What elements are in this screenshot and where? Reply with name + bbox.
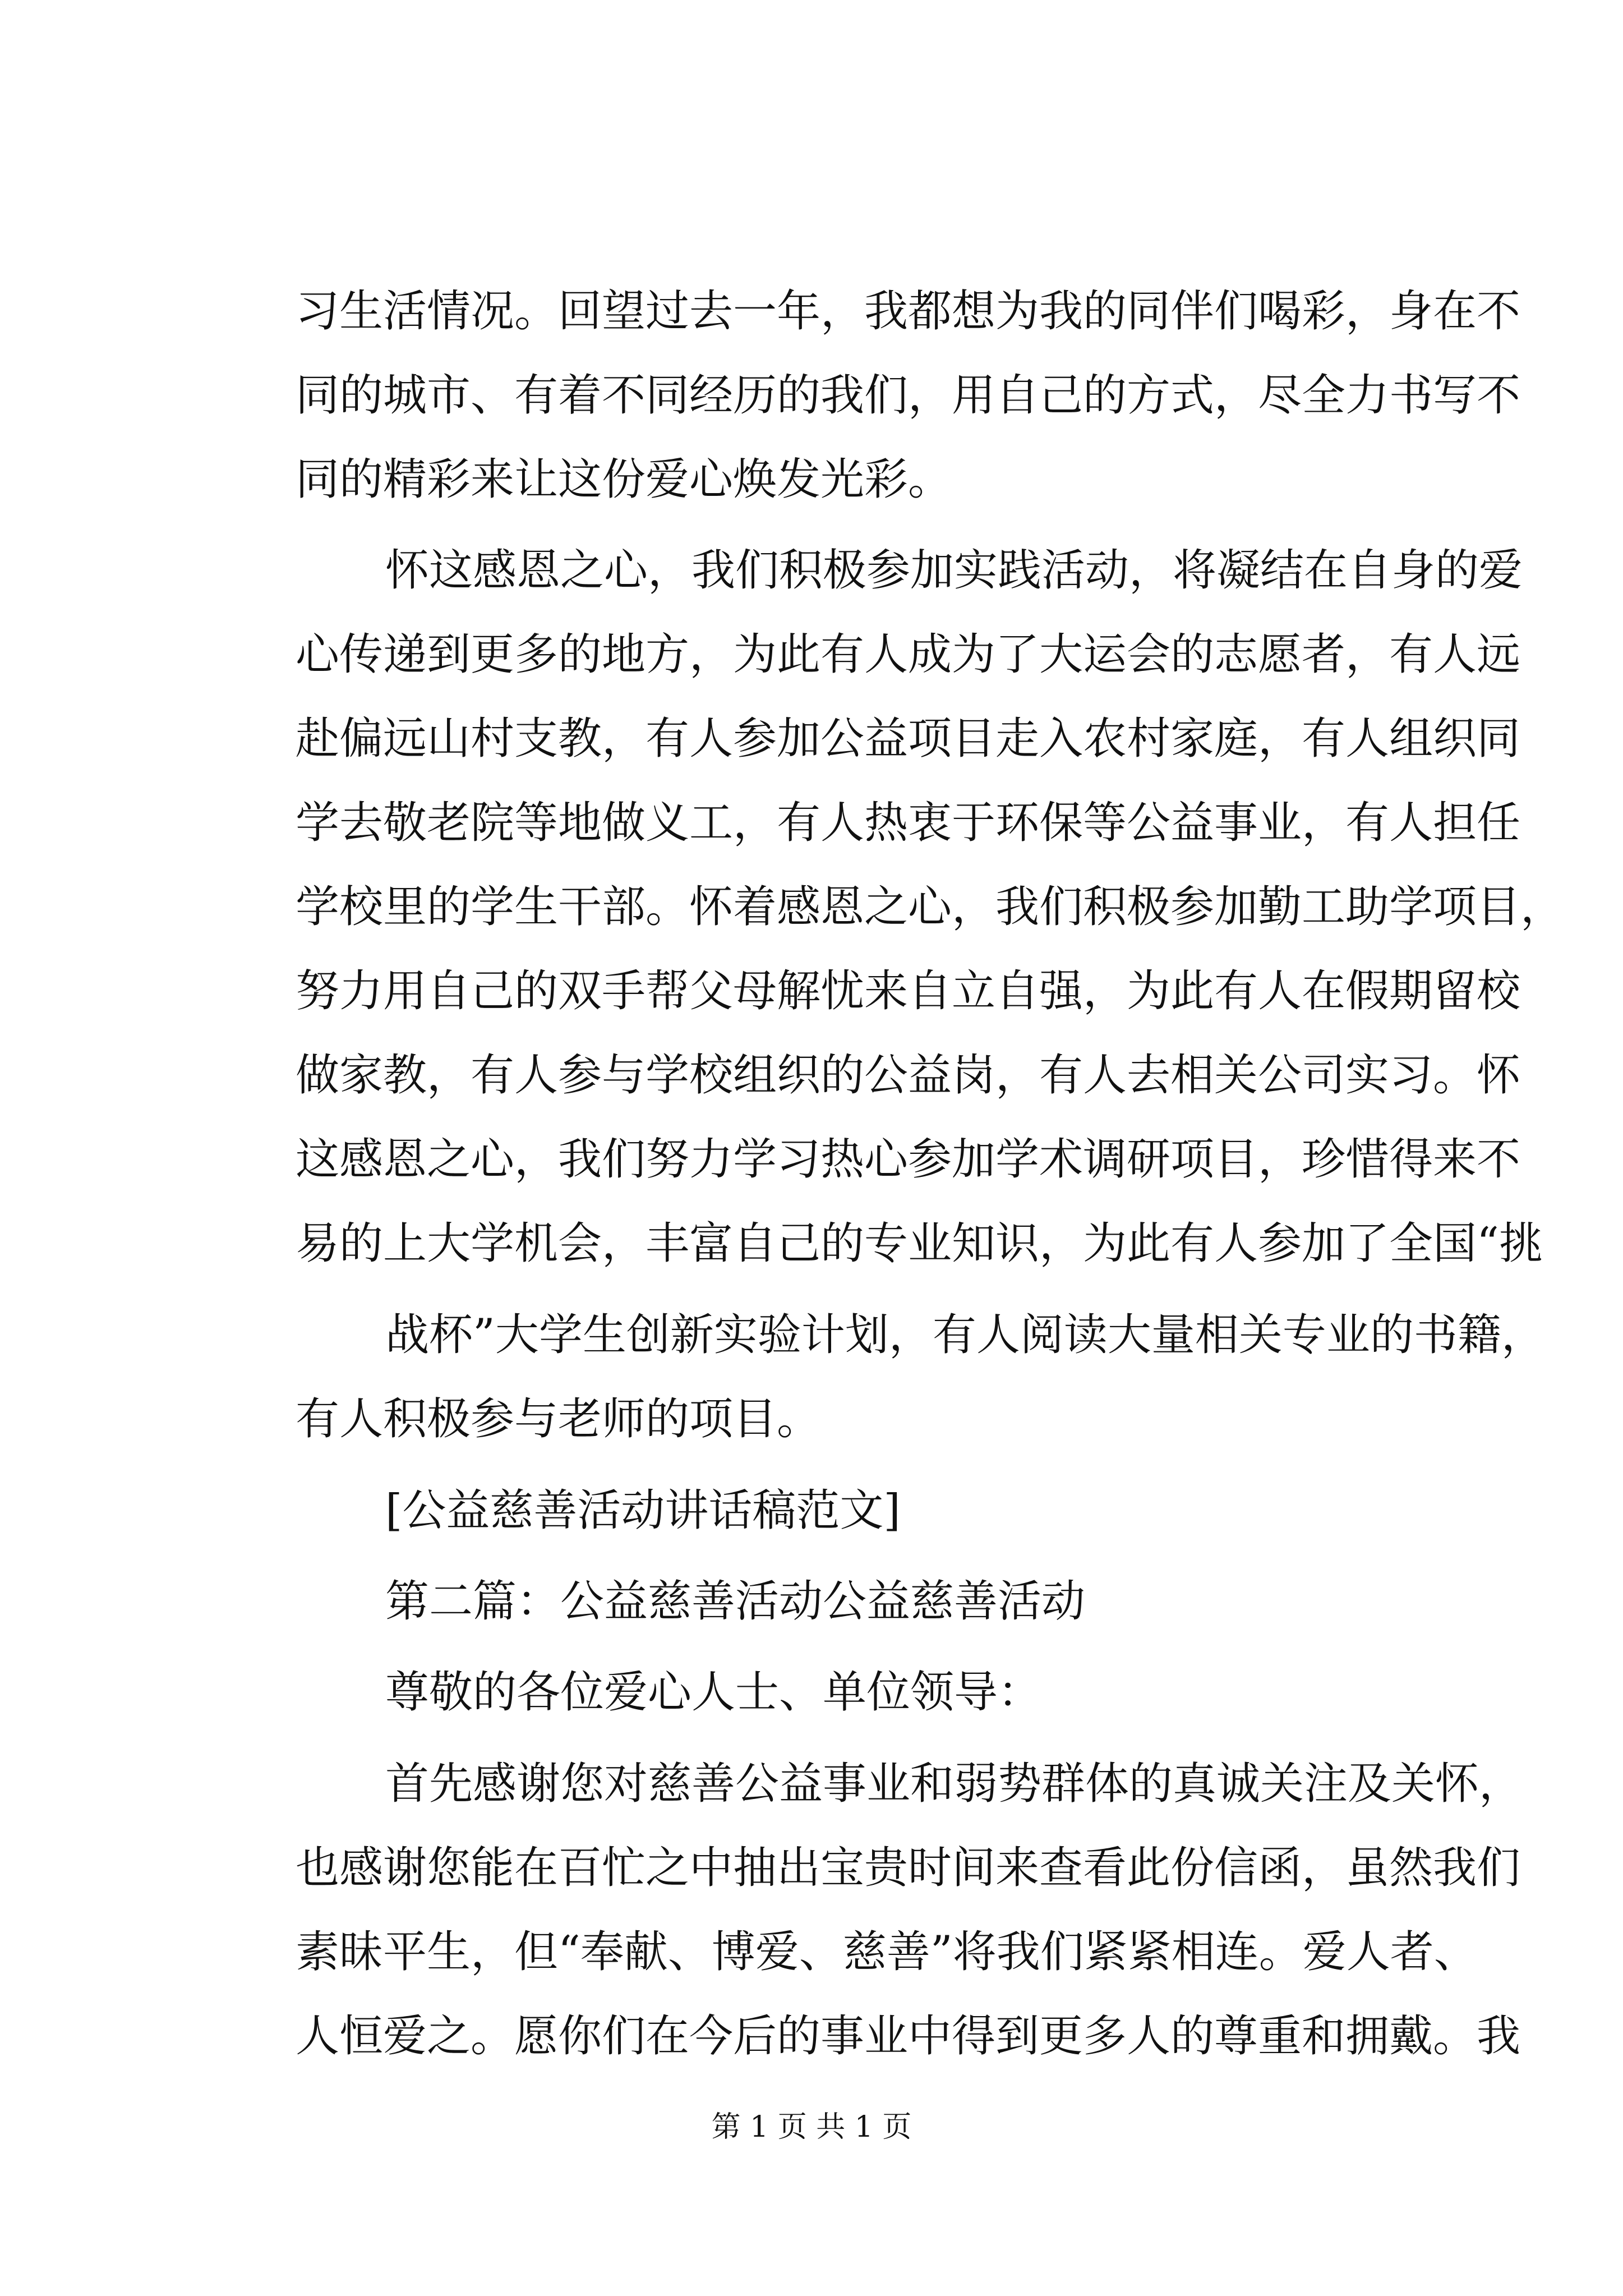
paragraph-line: 素昧平生，但“奉献、博爱、慈善”将我们紧紧相连。爱人者、 [296,1927,1478,1977]
paragraph-line: 人恒爱之。愿你们在今后的事业中得到更多人的尊重和拥戴。我 [296,2011,1521,2062]
paragraph-line: 努力用自己的双手帮父母解忧来自立自强，为此有人在假期留校 [296,966,1521,1016]
salutation-text: 尊敬的各位爱心人士、单位领导： [385,1667,1042,1718]
paragraph-line-text: 战杯”大学生创新实验计划，有人阅读大量相关专业的书籍， [385,1310,1545,1360]
paragraph-line: 学校里的学生干部。怀着感恩之心，我们积极参加勤工助学项目， [296,882,1565,932]
salutation-line [296,1664,1445,1720]
paragraph-line: 也感谢您能在百忙之中抽出宝贵时间来查看此份信函，虽然我们 [296,1843,1521,1893]
paragraph-line [296,542,1523,599]
section-source-line [296,1483,1445,1539]
paragraph-line: 同的精彩来让这份爱心焕发光彩。 [296,454,952,505]
section-heading [296,1573,1445,1630]
paragraph-line: 这感恩之心，我们努力学习热心参加学术调研项目，珍惜得来不 [296,1134,1521,1185]
paragraph-line: 赴偏远山村支教，有人参加公益项目走入农村家庭，有人组织同 [296,714,1521,764]
paragraph-line: 习生活情况。回望过去一年，我都想为我的同伴们喝彩，身在不 [296,286,1521,337]
paragraph-line-text: 首先感谢您对慈善公益事业和弱势群体的真诚关注及关怀， [385,1759,1523,1809]
paragraph-line: 学去敬老院等地做义工，有人热衷于环保等公益事业，有人担任 [296,798,1521,848]
paragraph-line: 易的上大学机会，丰富自己的专业知识，为此有人参加了全国“挑 [296,1218,1543,1269]
page-number-footer: 第 1 页 共 1 页 [711,2110,912,2144]
source-title: [公益慈善活动讲话稿范文] [385,1485,901,1536]
paragraph-line [296,1756,1523,1812]
paragraph-line: 有人积极参与老师的项目。 [296,1394,821,1444]
paragraph-line: 心传递到更多的地方，为此有人成为了大运会的志愿者，有人远 [296,629,1521,680]
paragraph-line: 同的城市、有着不同经历的我们，用自己的方式，尽全力书写不 [296,370,1521,421]
paragraph-line: 做家教，有人参与学校组织的公益岗，有人去相关公司实习。怀 [296,1050,1521,1101]
paragraph-line-text: 怀这感恩之心，我们积极参加实践活动，将凝结在自身的爱 [385,545,1523,596]
paragraph-line [296,1307,1545,1363]
section-heading-text: 第二篇：公益慈善活动公益慈善活动 [385,1576,1086,1627]
